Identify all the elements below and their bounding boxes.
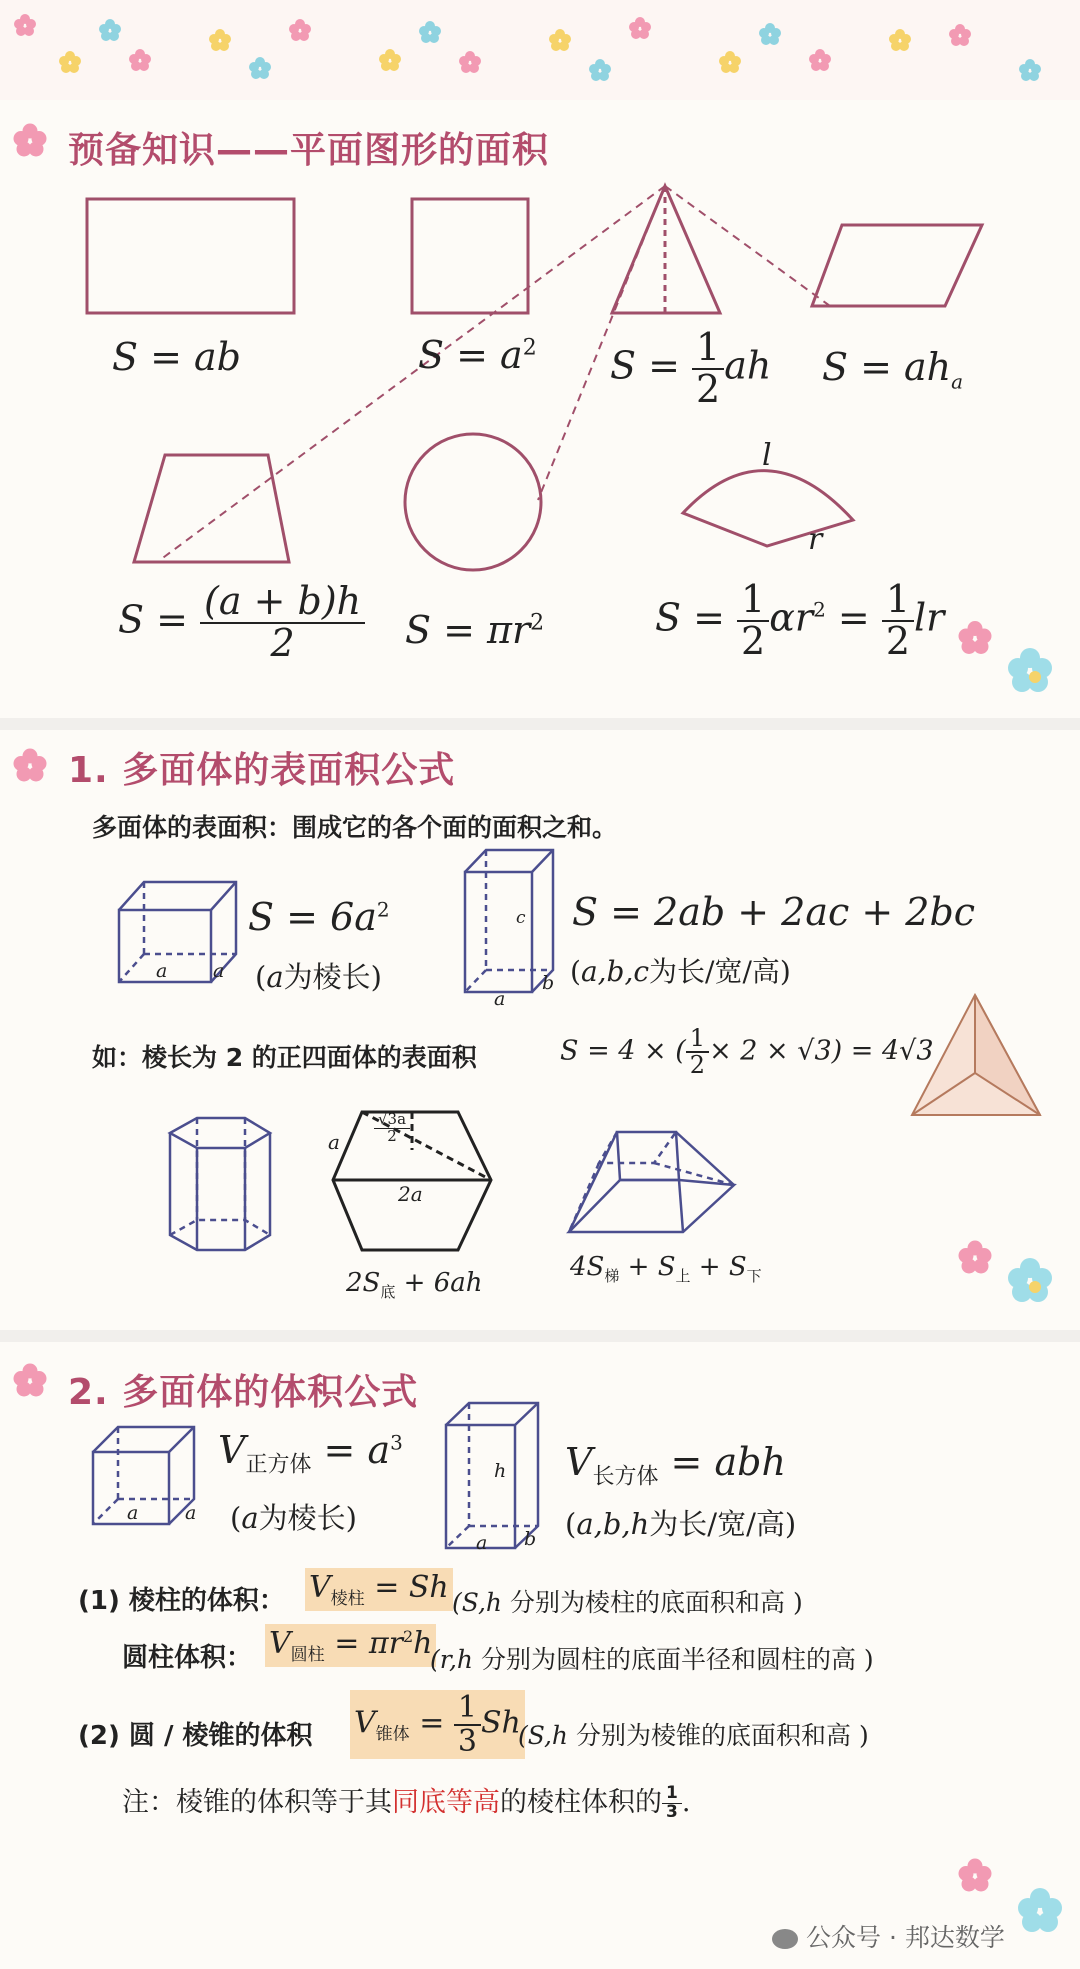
parallelogram-formula: $S = ah_a$ <box>822 345 964 394</box>
cuboid-volume-h-label: h <box>494 1460 507 1482</box>
sector-formula: S = $\frac{1}{2}$ $\alpha r^2$ = $\frac{1}{2}$ lr <box>655 577 945 663</box>
cube-edge-label: a <box>156 960 168 982</box>
cuboid-a-label: a <box>494 988 506 1010</box>
cuboid-surface-note: (a,b,c为长/宽/高) <box>570 955 791 988</box>
cuboid-volume-formula: $V_{长方体}$ = abh <box>565 1440 786 1490</box>
circle-formula: $S = \pi r^2$ <box>405 608 545 652</box>
cuboid-solid-volume <box>446 1403 538 1548</box>
prism-volume-note: (S,h 分别为棱柱的底面积和高 ) <box>452 1588 803 1617</box>
hexagonal-prism-formula: $2S_底 + 6ah$ <box>346 1268 483 1302</box>
cube-volume-formula: $V_{正方体} = a^3$ <box>218 1428 403 1478</box>
square-formula: $S = a^2$ <box>418 333 537 377</box>
cube-volume-note: (a为棱长) <box>230 1501 357 1535</box>
cuboid-volume-b-label: b <box>524 1528 537 1550</box>
cylinder-volume-label: 圆柱体积： <box>122 1643 253 1673</box>
section-title-surface-area: 1. 多面体的表面积公式 <box>68 750 456 791</box>
cone-volume-formula: $V_{锥体}$ = $\frac{1}{3}$ Sh <box>350 1690 525 1759</box>
cube-volume-edge-label: a <box>127 1502 139 1524</box>
hexagon-apothem-label: $\frac{√3a}{2}$ <box>374 1112 410 1145</box>
rectangle-formula: S = ab <box>112 335 242 379</box>
cube-volume-edge-label: a <box>185 1502 197 1524</box>
cuboid-volume-note: (a,b,h为长/宽/高) <box>565 1507 797 1541</box>
surface-definition: 多面体的表面积：围成它的各个面的面积之和。 <box>92 813 618 842</box>
cone-volume-label: (2) 圆 / 棱锥的体积 <box>78 1721 313 1751</box>
wechat-icon <box>772 1929 798 1949</box>
cuboid-volume-a-label: a <box>476 1532 488 1554</box>
cylinder-volume-formula: $V_{圆柱} = \pi r^2h$ <box>265 1624 436 1667</box>
trapezoid-formula: S = $\frac{(a + b)h}{2}$ <box>118 582 365 664</box>
frustum-surface-formula: $4S_梯 + S_上 + S_下$ <box>570 1252 762 1286</box>
sector-radius-label: r <box>808 522 823 557</box>
triangle-formula: S = $\frac{1}{2}$ ah <box>610 325 772 411</box>
sector-arc-label: l <box>762 438 772 473</box>
section-title-plane-area: 预备知识——平面图形的面积 <box>68 130 550 171</box>
cone-volume-note: (S,h 分别为棱锥的底面积和高 ) <box>518 1721 869 1750</box>
cuboid-c-label: c <box>516 908 526 928</box>
prism-volume-formula: $V_{棱柱} = Sh$ <box>305 1568 453 1611</box>
cylinder-volume-note: (r,h 分别为圆柱的底面半径和圆柱的高 ) <box>430 1645 874 1674</box>
watermark: 公众号 · 邦达数学 <box>772 1918 1005 1954</box>
cube-surface-note: (a为棱长) <box>255 960 382 994</box>
cube-edge-label: a <box>213 960 225 982</box>
cuboid-surface-formula: S = 2ab + 2ac + 2bc <box>572 890 976 934</box>
section-title-volume: 2. 多面体的体积公式 <box>68 1372 419 1413</box>
cube-solid-volume <box>93 1427 197 1524</box>
hexagon-side-label: a <box>328 1130 340 1154</box>
cube-surface-formula: $S = 6a^2$ <box>248 895 390 939</box>
prism-volume-label: (1) 棱柱的体积： <box>78 1586 285 1616</box>
hexagon-diagonal-label: 2a <box>398 1182 423 1206</box>
footnote: 注：棱锥的体积等于其同底等高的棱柱体积的 $\frac{1}{3}$ . <box>122 1783 691 1822</box>
cuboid-b-label: b <box>542 972 555 994</box>
tetrahedron-example-label: 如：棱长为 2 的正四面体的表面积 <box>92 1043 477 1072</box>
tetrahedron-surface-formula: S = 4 × ( $\frac{1}{2}$ × 2 × √3) = 4√3 <box>560 1024 934 1080</box>
